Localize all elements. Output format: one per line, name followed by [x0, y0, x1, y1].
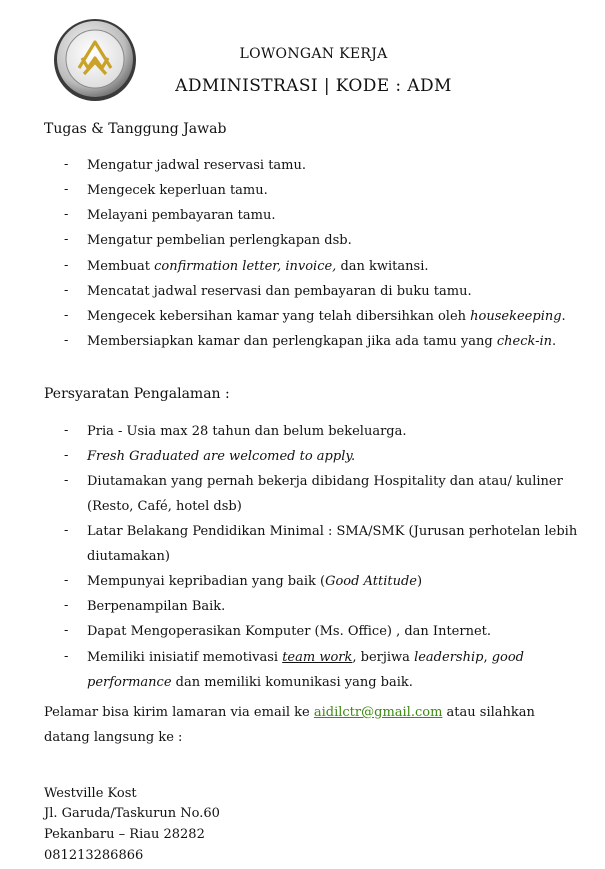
email-link[interactable]: aidilctr@gmail.com: [313, 705, 443, 720]
apply-instructions: Pelamar bisa kirim lamaran via email ke aidilctr@gmail.com atau silahkan datang langsung ke :: [44, 705, 535, 745]
address-name: Westville Kost: [44, 786, 137, 801]
address-phone: 081213286866: [44, 848, 144, 863]
address-street: Jl. Garuda/Taskurun No.60: [44, 806, 220, 821]
address-city: Pekanbaru – Riau 28282: [44, 827, 205, 842]
header-line-1: LOWONGAN KERJA: [239, 46, 388, 62]
section-heading-persyaratan: Persyaratan Pengalaman :: [44, 386, 230, 402]
section-heading-tugas: Tugas & Tanggung Jawab: [44, 121, 227, 137]
page-title: ADMINISTRASI | KODE : ADM: [175, 76, 452, 96]
